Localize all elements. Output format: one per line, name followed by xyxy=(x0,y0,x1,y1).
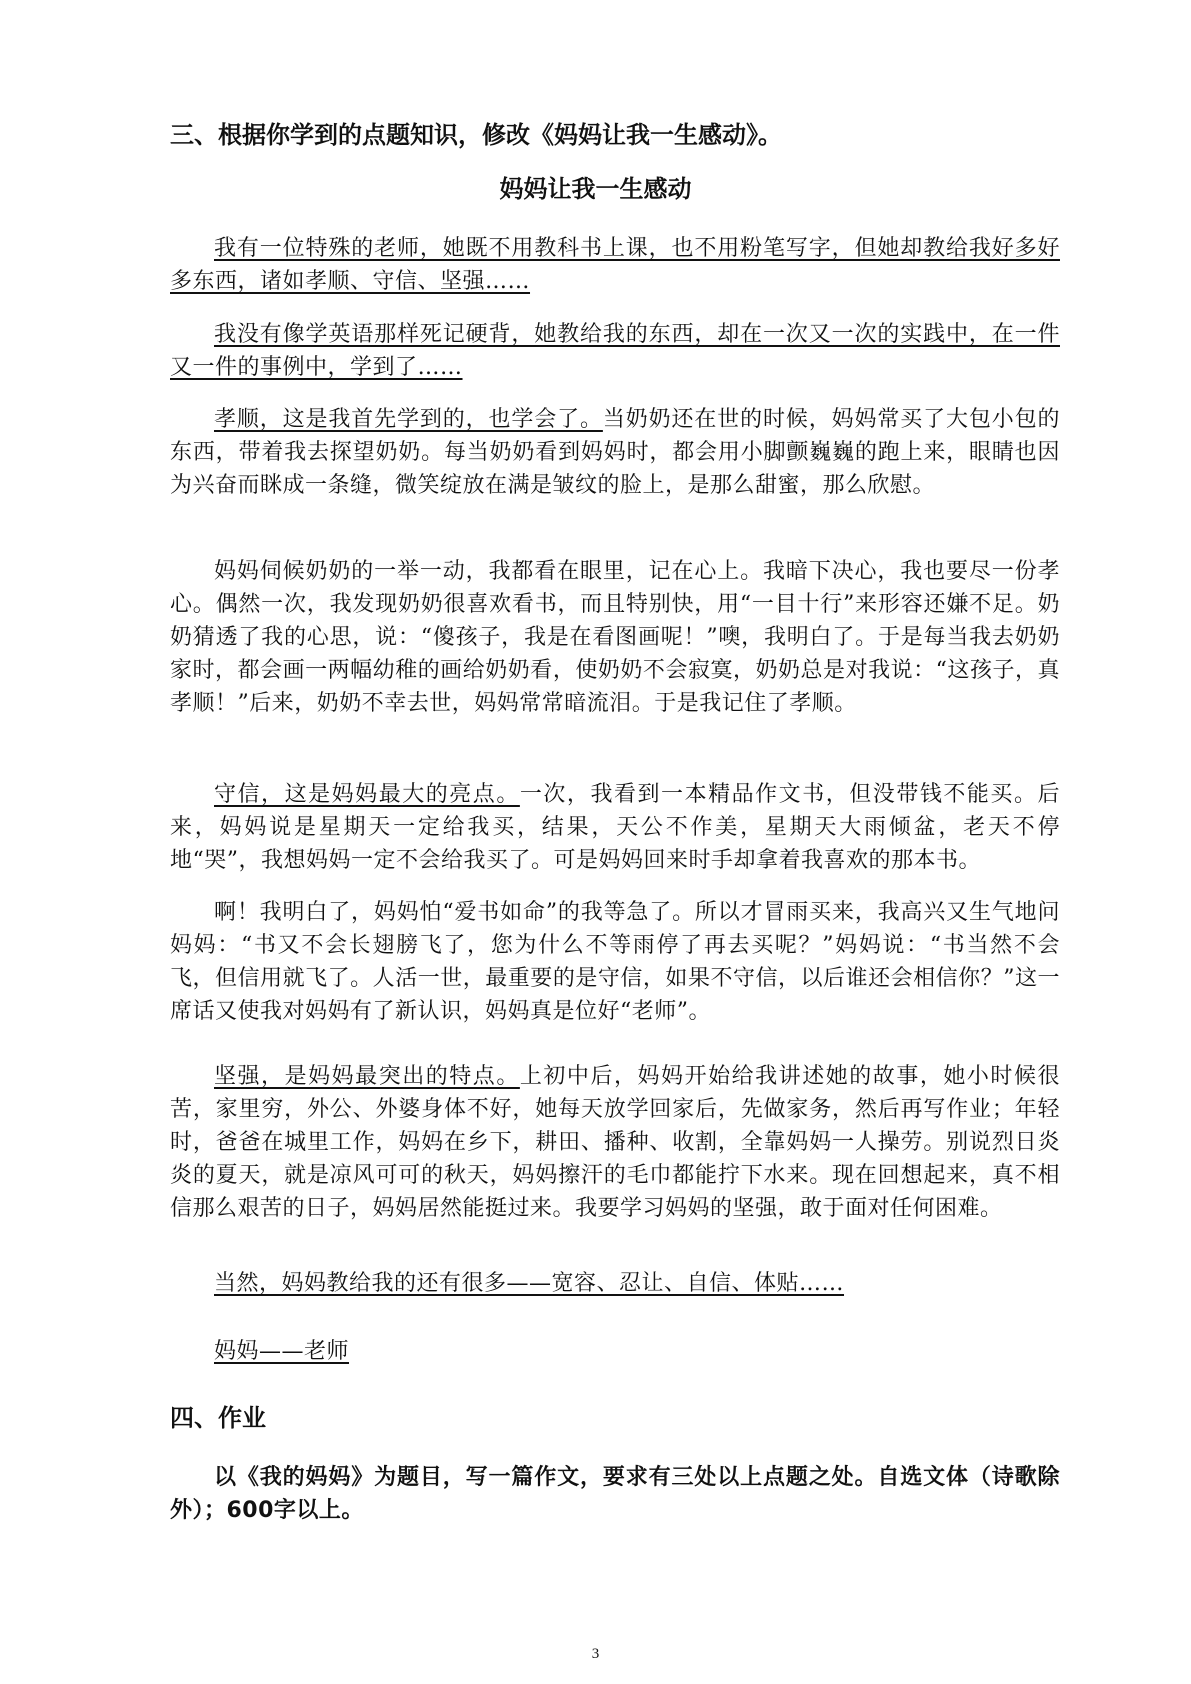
essay-paragraph-7 xyxy=(170,1060,1060,1225)
paragraph-text: 一次，我看到一本精品作文书，但没带钱不能买。后来，妈妈说是星期天一定给我买，结果，天公不作美，星期天大雨倾盆，老天不停地“哭”，我想妈妈一定不会给我买了。可是妈妈回来时手却拿着我喜欢的那本书。 xyxy=(170,782,1060,873)
section-heading-4: 四、作业 xyxy=(170,1404,266,1432)
paragraph-text: 上初中后，妈妈开始给我讲述她的故事，她小时候很苦，家里穷，外公、外婆身体不好，她每天放学回家后，先做家务，然后再写作业；年轻时，爸爸在城里工作，妈妈在乡下，耕田、播种、收割，全靠妈妈一人操劳。别说烈日炎炎的夏天，就是凉风可可的秋天，妈妈擦汗的毛巾都能拧下水来。现在回想起来，真不相信那么艰苦的日子，妈妈居然能挺过来。我要学习妈妈的坚强，敢于面对任何困难。 xyxy=(170,1064,1060,1221)
section-heading-3: 三、根据你学到的点题知识，修改《妈妈让我一生感动》。 xyxy=(170,121,782,149)
homework-text: 以《我的妈妈》为题目，写一篇作文，要求有三处以上点题之处。自选文体（诗歌除外）；600字以上。 xyxy=(170,1465,1060,1523)
paragraph-text: 啊！我明白了，妈妈怕“爱书如命”的我等急了。所以才冒雨买来，我高兴又生气地问妈妈：“书又不会长翅膀飞了，您为什么不等雨停了再去买呢？”妈妈说：“书当然不会飞，但信用就飞了。人活一世，最重要的是守信，如果不守信，以后谁还会相信你？”这一席话又使我对妈妈有了新认识，妈妈真是位好“老师”。 xyxy=(170,900,1060,1024)
essay-paragraph-4 xyxy=(170,555,1060,720)
underlined-text: 我没有像学英语那样死记硬背，她教给我的东西，却在一次又一次的实践中，在一件又一件的事例中，学到了…… xyxy=(170,322,1060,380)
underlined-text: 当然，妈妈教给我的还有很多——宽容、忍让、自信、体贴…… xyxy=(214,1271,845,1296)
underlined-text: 我有一位特殊的老师，她既不用教科书上课，也不用粉笔写字，但她却教给我好多好多东西，诸如孝顺、守信、坚强…… xyxy=(170,236,1060,294)
underlined-text: 守信，这是妈妈最大的亮点。 xyxy=(214,782,520,807)
essay-paragraph-5 xyxy=(170,778,1060,877)
essay-title: 妈妈让我一生感动 xyxy=(499,175,692,203)
underlined-text: 坚强，是妈妈最突出的特点。 xyxy=(214,1064,520,1089)
essay-paragraph-2 xyxy=(170,318,1060,384)
essay-paragraph-8 xyxy=(170,1267,1060,1300)
paragraph-text: 妈妈伺候奶奶的一举一动，我都看在眼里，记在心上。我暗下决心，我也要尽一份孝心。偶然一次，我发现奶奶很喜欢看书，而且特别快，用“一目十行”来形容还嫌不足。奶奶猜透了我的心思，说：“傻孩子，我是在看图画呢！”噢，我明白了。于是每当我去奶奶家时，都会画一两幅幼稚的画给奶奶看，使奶奶不会寂寞，奶奶总是对我说：“这孩子，真孝顺！”后来，奶奶不幸去世，妈妈常常暗流泪。于是我记住了孝顺。 xyxy=(170,559,1060,716)
essay-paragraph-6 xyxy=(170,896,1060,1028)
page-number: 3 xyxy=(591,1646,600,1662)
essay-paragraph-9 xyxy=(170,1335,1060,1368)
essay-paragraph-1 xyxy=(170,232,1060,298)
paragraph-text: 当奶奶还在世的时候，妈妈常买了大包小包的东西，带着我去探望奶奶。每当奶奶看到妈妈时，都会用小脚颤巍巍的跑上来，眼睛也因为兴奋而眯成一条缝，微笑绽放在满是皱纹的脸上，是那么甜蜜，那么欣慰。 xyxy=(170,407,1060,498)
essay-paragraph-3 xyxy=(170,403,1060,502)
underlined-text: 妈妈——老师 xyxy=(214,1339,350,1364)
underlined-text: 孝顺，这是我首先学到的，也学会了。 xyxy=(214,407,603,432)
